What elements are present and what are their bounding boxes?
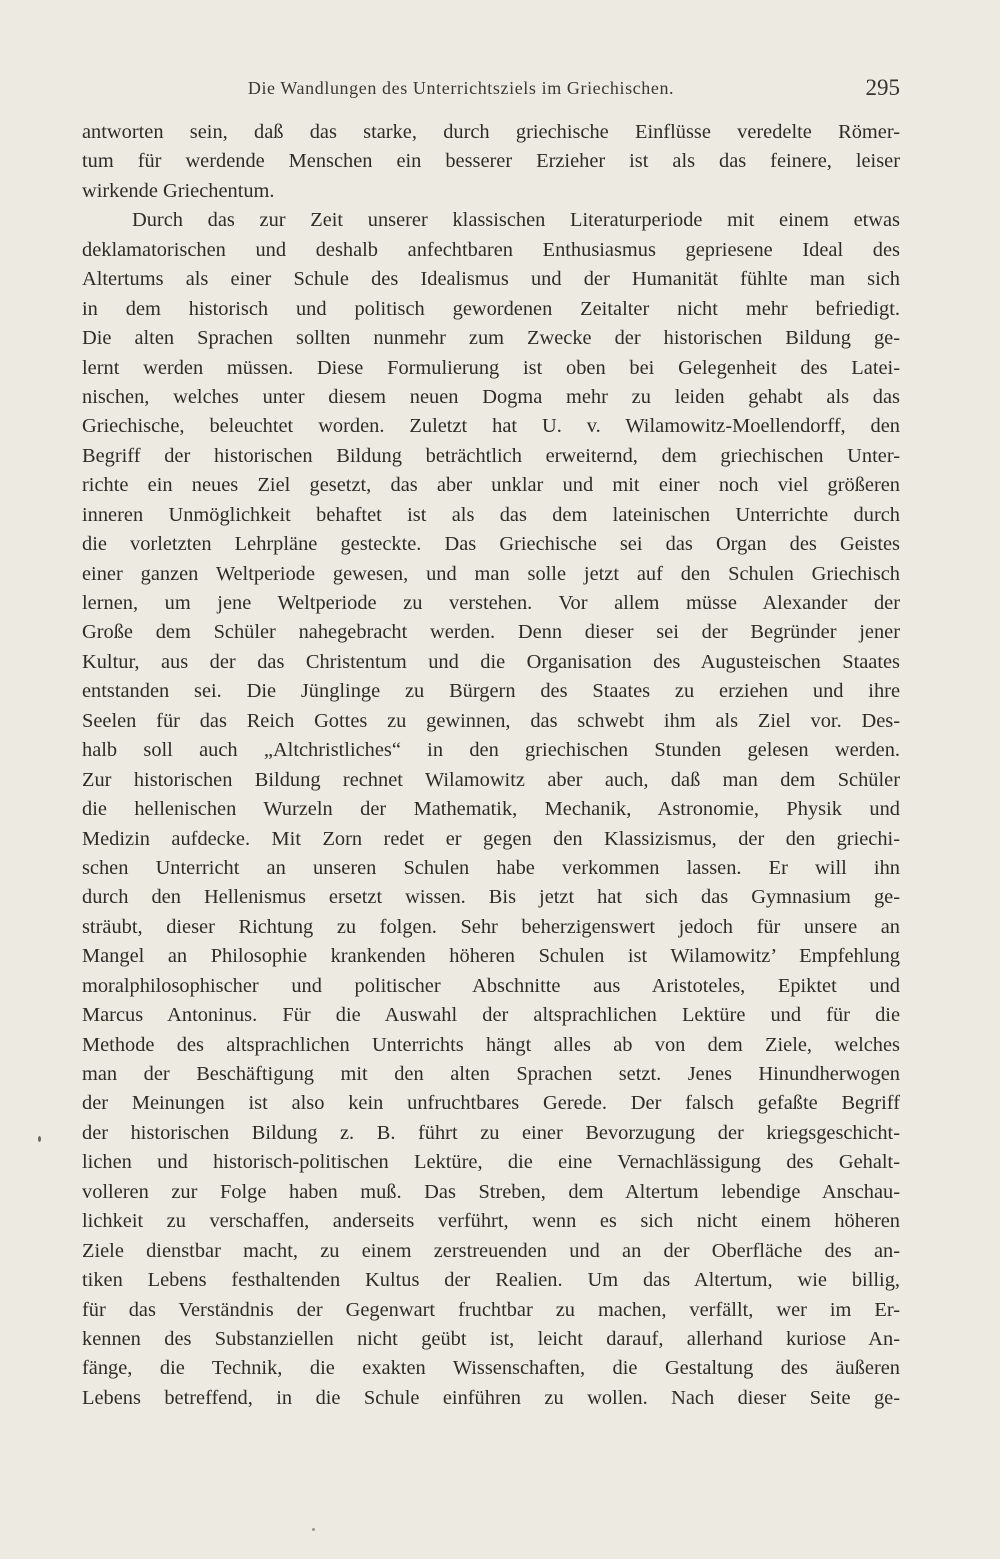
text-line: lichkeit zu verschaffen, anderseits verführt, wenn es sich nicht einem höheren	[82, 1210, 900, 1233]
text-line: man der Beschäftigung mit den alten Sprachen setzt. Jenes Hinundherwogen	[82, 1063, 900, 1085]
text-line: Griechische, beleuchtet worden. Zuletzt hat U. v. Wilamowitz-Moellendorff, den	[82, 415, 900, 438]
text-line: der historischen Bildung z. B. führt zu einer Bevorzugung der kriegsgeschicht-	[82, 1121, 900, 1144]
text-line: Medizin aufdecke. Mit Zorn redet er gegen den Klassizismus, der den griechi-	[82, 827, 900, 850]
text-line: Die alten Sprachen sollten nunmehr zum Zwecke der historischen Bildung ge-	[82, 327, 900, 350]
text-line: Durch das zur Zeit unserer klassischen Literaturperiode mit einem etwas	[132, 209, 900, 232]
text-line: tiken Lebens festhaltenden Kultus der Realien. Um das Altertum, wie billig,	[82, 1269, 900, 1292]
body-text	[82, 118, 900, 1413]
text-line: Ziele dienstbar macht, zu einem zerstreuenden und an der Oberfläche des an-	[82, 1239, 900, 1262]
text-line: der Meinungen ist also kein unfruchtbares Gerede. Der falsch gefaßte Begriff	[82, 1092, 900, 1115]
paper-speck	[38, 1136, 41, 1142]
text-line: in dem historisch und politisch gewordenen Zeitalter nicht mehr befriedigt.	[82, 297, 900, 320]
text-line: volleren zur Folge haben muß. Das Streben, dem Altertum lebendige Anschau-	[82, 1180, 900, 1203]
text-line: lichen und historisch-politischen Lektüre, die eine Vernachlässigung des Gehalt-	[82, 1151, 900, 1174]
text-line: durch den Hellenismus ersetzt wissen. Bis jetzt hat sich das Gymnasium ge-	[82, 886, 900, 909]
text-line: sträubt, dieser Richtung zu folgen. Sehr beherzigenswert jedoch für unsere an	[82, 915, 900, 938]
text-line: lernt werden müssen. Diese Formulierung ist oben bei Gelegenheit des Latei-	[82, 356, 900, 379]
text-line: inneren Unmöglichkeit behaftet ist als das dem lateinischen Unterrichte durch	[82, 503, 900, 526]
paper-speck	[312, 1528, 315, 1531]
text-line: deklamatorischen und deshalb anfechtbaren Enthusiasmus gepriesene Ideal des	[82, 238, 900, 261]
text-line: wirkende Griechentum.	[82, 179, 275, 202]
text-line: entstanden sei. Die Jünglinge zu Bürgern des Staates zu erziehen und ihre	[82, 680, 900, 703]
text-line: die hellenischen Wurzeln der Mathematik, Mechanik, Astronomie, Physik und	[82, 798, 900, 821]
text-line: tum für werdende Menschen ein besserer Erzieher ist als das feinere, leiser	[82, 150, 900, 173]
text-line: für das Verständnis der Gegenwart fruchtbar zu machen, verfällt, wer im Er-	[82, 1298, 900, 1321]
text-line: richte ein neues Ziel gesetzt, das aber unklar und mit einer noch viel größeren	[82, 474, 900, 497]
text-line: halb soll auch „Altchristliches“ in den griechischen Stunden gelesen werden.	[82, 739, 900, 762]
text-line: Zur historischen Bildung rechnet Wilamowitz aber auch, daß man dem Schüler	[82, 768, 900, 791]
text-line: schen Unterricht an unseren Schulen habe verkommen lassen. Er will ihn	[82, 856, 900, 879]
text-line: kennen des Substanziellen nicht geübt ist, leicht darauf, allerhand kuriose An-	[82, 1327, 900, 1350]
text-line: Begriff der historischen Bildung beträchtlich erweiternd, dem griechischen Unter-	[82, 444, 900, 467]
text-line: Große dem Schüler nahegebracht werden. Denn dieser sei der Begründer jener	[82, 621, 900, 644]
text-line: Marcus Antoninus. Für die Auswahl der altsprachlichen Lektüre und für die	[82, 1004, 900, 1027]
text-line: Kultur, aus der das Christentum und die Organisation des Augusteischen Staates	[82, 650, 900, 673]
page-header	[82, 72, 900, 104]
text-line: antworten sein, daß das starke, durch griechische Einflüsse veredelte Römer-	[82, 121, 900, 143]
page-number: 295	[865, 75, 900, 100]
text-line: nischen, welches unter diesem neuen Dogma mehr zu leiden gehabt als das	[82, 385, 900, 408]
text-line: einer ganzen Weltperiode gewesen, und man solle jetzt auf den Schulen Griechisch	[82, 562, 900, 585]
text-line: fänge, die Technik, die exakten Wissenschaften, die Gestaltung des äußeren	[82, 1357, 900, 1380]
text-line: lernen, um jene Weltperiode zu verstehen. Vor allem müsse Alexander der	[82, 592, 900, 614]
text-line: Mangel an Philosophie krankenden höheren Schulen ist Wilamowitz’ Empfehlung	[82, 945, 900, 968]
text-line: Altertums als einer Schule des Idealismus und der Humanität fühlte man sich	[82, 268, 900, 291]
text-line: die vorletzten Lehrpläne gesteckte. Das Griechische sei das Organ des Geistes	[82, 533, 900, 556]
text-line: Methode des altsprachlichen Unterrichts hängt alles ab von dem Ziele, welches	[82, 1033, 900, 1056]
running-title: Die Wandlungen des Unterrichtsziels im Griechischen.	[247, 78, 675, 98]
text-line: Lebens betreffend, in die Schule einführen zu wollen. Nach dieser Seite ge-	[82, 1386, 900, 1409]
text-line: Seelen für das Reich Gottes zu gewinnen, das schwebt ihm als Ziel vor. Des-	[82, 709, 900, 732]
text-line: moralphilosophischer und politischer Abschnitte aus Aristoteles, Epiktet und	[82, 974, 900, 997]
